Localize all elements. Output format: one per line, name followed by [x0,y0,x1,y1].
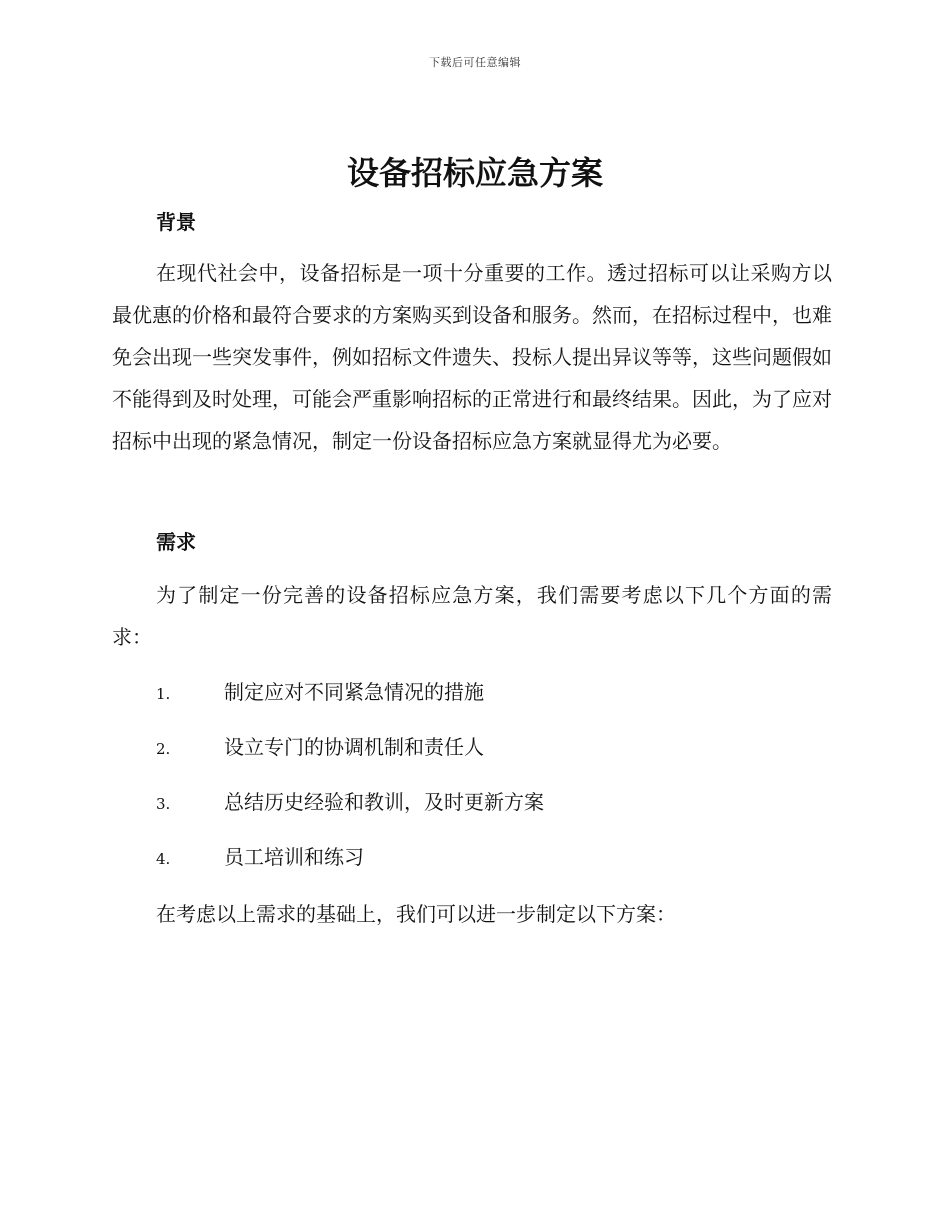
list-item-number: 2. [156,740,171,758]
list-item [156,843,364,873]
section-heading-background: 背景 [156,210,196,234]
header-note: 下载后可任意编辑 [429,56,521,69]
list-item-text: 员工培训和练习 [224,845,364,869]
section-heading-requirements: 需求 [156,530,196,554]
list-item-text: 设立专门的协调机制和责任人 [224,735,484,759]
list-item-text: 制定应对不同紧急情况的措施 [224,680,484,704]
list-item-number: 1. [156,685,171,703]
background-paragraph: 在现代社会中，设备招标是一项十分重要的工作。透过招标可以让采购方以最优惠的价格和最符合要求的方案购买到设备和服务。然而，在招标过程中，也难免会出现一些突发事件，例如招标文件遗失、投标人提出异议等等，这些问题假如不能得到及时处理，可能会严重影响招标的正常进行和最终结果。因此，为了应对招标中出现的紧急情况，制定一份设备招标应急方案就显得尤为必要。 [112,261,832,453]
document-title: 设备招标应急方案 [346,154,603,192]
list-item [156,678,484,708]
closing-paragraph: 在考虑以上需求的基础上，我们可以进一步制定以下方案： [156,902,676,926]
list-item-number: 3. [156,795,171,813]
list-item-text: 总结历史经验和教训，及时更新方案 [224,790,544,814]
list-item-number: 4. [156,850,171,868]
requirements-intro-paragraph: 为了制定一份完善的设备招标应急方案，我们需要考虑以下几个方面的需求： [112,583,832,649]
list-item [156,788,544,818]
list-item [156,733,484,763]
